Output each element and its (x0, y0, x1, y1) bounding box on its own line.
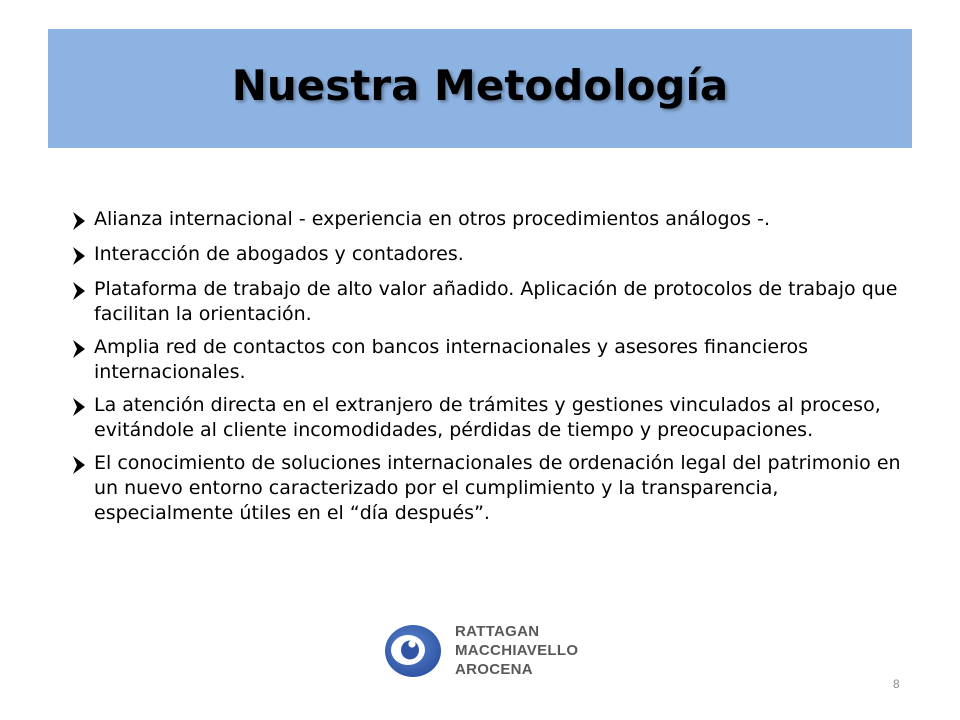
company-logo (383, 620, 578, 680)
bullet-item (70, 335, 910, 385)
rattagan-logo-icon (383, 620, 443, 680)
logo-wordmark (455, 622, 578, 679)
bullet-text: Interacción de abogados y contadores. (94, 243, 464, 265)
bullet-text: Plataforma de trabajo de alto valor añadido. Aplicación de protocolos de trabajo que facilitan la orientación. (94, 278, 898, 325)
bullet-text: Alianza internacional - experiencia en otros procedimientos análogos -. (94, 208, 770, 230)
page-number: 8 (893, 677, 900, 691)
arrow-bullet-icon (70, 452, 94, 478)
arrow-bullet-icon (70, 208, 94, 234)
bullet-item (70, 242, 910, 269)
bullet-list (70, 207, 910, 534)
bullet-text: El conocimiento de soluciones internacionales de ordenación legal del patrimonio en un nuevo entorno caracterizado por el cumplimiento y la transparencia, especialmente útiles en el “día después”. (94, 452, 901, 524)
bullet-item (70, 277, 910, 327)
bullet-item (70, 393, 910, 443)
slide-title: Nuestra Metodología (231, 61, 729, 110)
bullet-item (70, 207, 910, 234)
title-band (48, 29, 912, 148)
arrow-bullet-icon (70, 394, 94, 420)
bullet-text: Amplia red de contactos con bancos internacionales y asesores financieros internacionales. (94, 336, 809, 383)
logo-line: RATTAGAN (455, 622, 540, 640)
bullet-text: La atención directa en el extranjero de trámites y gestiones vinculados al proceso, evitándole al cliente incomodidades, pérdidas de tiempo y preocupaciones. (94, 394, 881, 441)
bullet-item (70, 451, 910, 526)
arrow-bullet-icon (70, 243, 94, 269)
logo-line: AROCENA (455, 660, 533, 678)
arrow-bullet-icon (70, 278, 94, 304)
arrow-bullet-icon (70, 336, 94, 362)
logo-line: MACCHIAVELLO (455, 641, 579, 659)
